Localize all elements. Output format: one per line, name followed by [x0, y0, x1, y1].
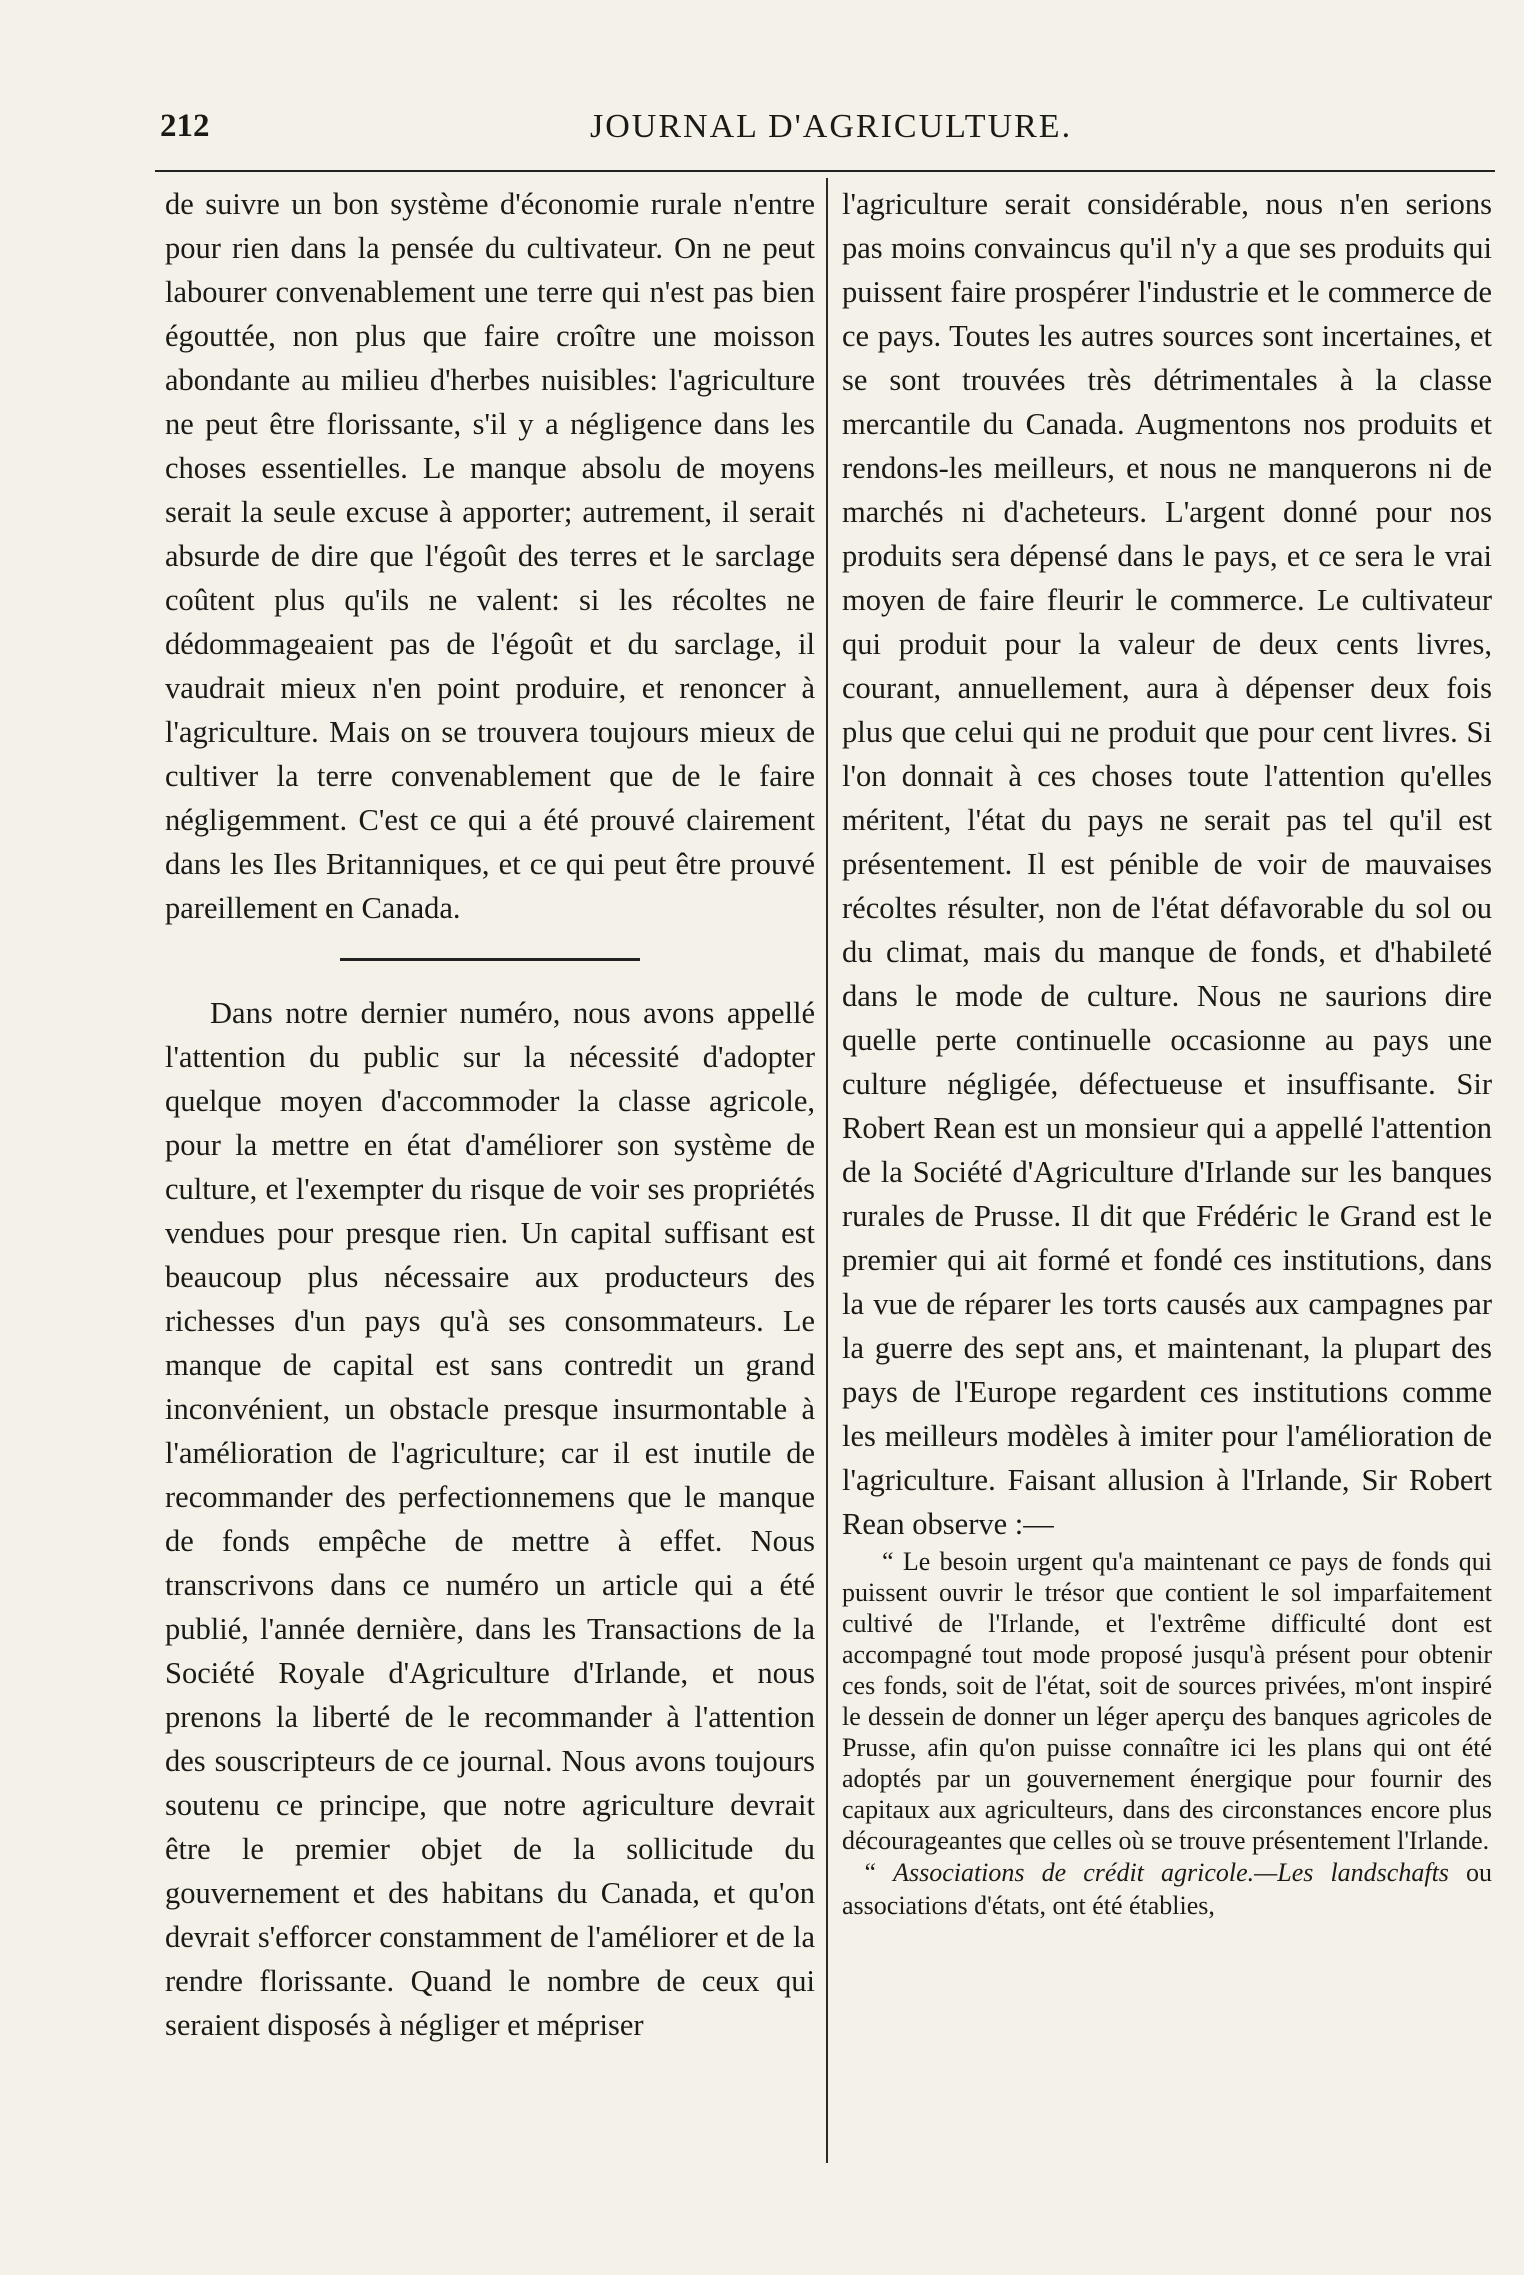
quote2-rest: ou associations d'états, ont été établies, [842, 1858, 1493, 1920]
quote2-italic: “ Associations de crédit agricole.—Les landschafts [862, 1858, 1449, 1887]
running-title: JOURNAL D'AGRICULTURE. [590, 108, 1073, 145]
header-rule [155, 170, 1495, 172]
article-paragraph: Dans notre dernier numéro, nous avons appellé l'attention du public sur la nécessité d'adopter quelque moyen d'accommoder la classe agricole, pour la mettre en état d'améliorer son système de culture, et l'exempter du risque de voir ses propriétés vendues pour presque rien. Un capital suffisant est beaucoup plus nécessaire aux producteurs des richesses d'un pays qu'à ses consommateurs. Le manque de capital est sans contredit un grand inconvénient, un obstacle presque insurmontable à l'amélioration de l'agriculture; car il est inutile de recommander des perfectionnemens que le manque de fonds empêche de mettre à effet. Nous transcrivons dans ce numéro un article qui a été publié, l'année dernière, dans les Transactions de la Société Royale d'Agriculture d'Irlande, et nous prenons la liberté de le recommander à l'attention des souscripteurs de ce journal. Nous avons toujours soutenu ce principe, que notre agriculture devrait être le premier objet de la sollicitude du gouvernement et des habitans du Canada, et qu'on devrait s'efforcer constamment de l'améliorer et de la rendre florissante. Quand le nombre de ceux qui seraient disposés à négliger et mépriser [165, 996, 815, 2042]
continuation-paragraph: de suivre un bon système d'économie rurale n'entre pour rien dans la pensée du cultivateur. On ne peut labourer convenablement une terre qui n'est pas bien égouttée, non plus que faire croître une moisson abondante au milieu d'herbes nuisibles: l'agriculture ne peut être florissante, s'il y a négligence dans les choses essentielles. Le manque absolu de moyens serait la seule excuse à apporter; autrement, il serait absurde de dire que l'égoût des terres et le sarclage coûtent plus qu'ils ne valent: si les récoltes ne dédommageaient pas de l'égoût et du sarclage, il vaudrait mieux n'en point produire, et renoncer à l'agriculture. Mais on se trouvera toujours mieux de cultiver la terre convenablement que de le faire négligemment. C'est ce qui a été prouvé clairement dans les Iles Britanniques, et ce qui peut être prouvé pareillement en Canada. [165, 187, 815, 925]
column-divider [826, 178, 828, 2163]
page-header [160, 108, 1490, 158]
left-column [165, 182, 815, 2047]
right-paragraph: l'agriculture serait considérable, nous n'en serions pas moins convaincus qu'il n'y a que ses produits qui puissent faire prospérer l'industrie et le commerce de ce pays. Toutes les autres sources sont incertaines, et se sont trouvées très détrimentales à la classe mercantile du Canada. Augmentons nos produits et rendons-les meilleurs, et nous ne manquerons ni de marchés ni d'acheteurs. L'argent donné pour nos produits sera dépensé dans le pays, et ce sera le vrai moyen de faire fleurir le commerce. Le cultivateur qui produit pour la valeur de deux cents livres, courant, annuellement, aura à dépenser deux fois plus que celui qui ne produit que pour cent livres. Si l'on donnait à ces choses toute l'attention qu'elles méritent, l'état du pays ne serait pas tel qu'il est présentement. Il est pénible de voir de mauvaises récoltes résulter, non de l'état défavorable du sol ou du climat, mais du manque de fonds, et d'habileté dans le mode de culture. Nous ne saurions dire quelle perte continuelle occasionne au pays une culture négligée, défectueuse et insuffisante. Sir Robert Rean est un monsieur qui a appellé l'attention de la Société d'Agriculture d'Irlande sur les banques rurales de Prusse. Il dit que Frédéric le Grand est le premier qui ait formé et fondé ces institutions, dans la vue de réparer les torts causés aux campagnes par la guerre des sept ans, et maintenant, la plupart des pays de l'Europe regardent ces institutions comme les meilleurs modèles à imiter pour l'amélioration de l'agriculture. Faisant allusion à l'Irlande, Sir Robert Rean observe :— [842, 187, 1492, 1541]
section-divider [340, 958, 640, 961]
quoted-passage: “ Le besoin urgent qu'a maintenant ce pays de fonds qui puissent ouvrir le trésor que contient le sol imparfaitement cultivé de l'Irlande, et l'extrême difficulté dont est accompagné tout mode proposé jusqu'à présent pour obtenir ces fonds, soit de l'état, soit de sources privées, m'ont inspiré le dessein de donner un léger aperçu des banques agricoles de Prusse, afin qu'on puisse connaître ici les plans qui ont été adoptés par un gouvernement énergique pour fournir des capitaux aux agriculteurs, dans des circonstances encore plus décourageantes que celles où se trouve présentement l'Irlande. [842, 1547, 1492, 1855]
quoted-passage-2 [842, 1856, 1492, 1922]
page-number: 212 [160, 108, 210, 144]
right-column [842, 182, 1492, 1922]
